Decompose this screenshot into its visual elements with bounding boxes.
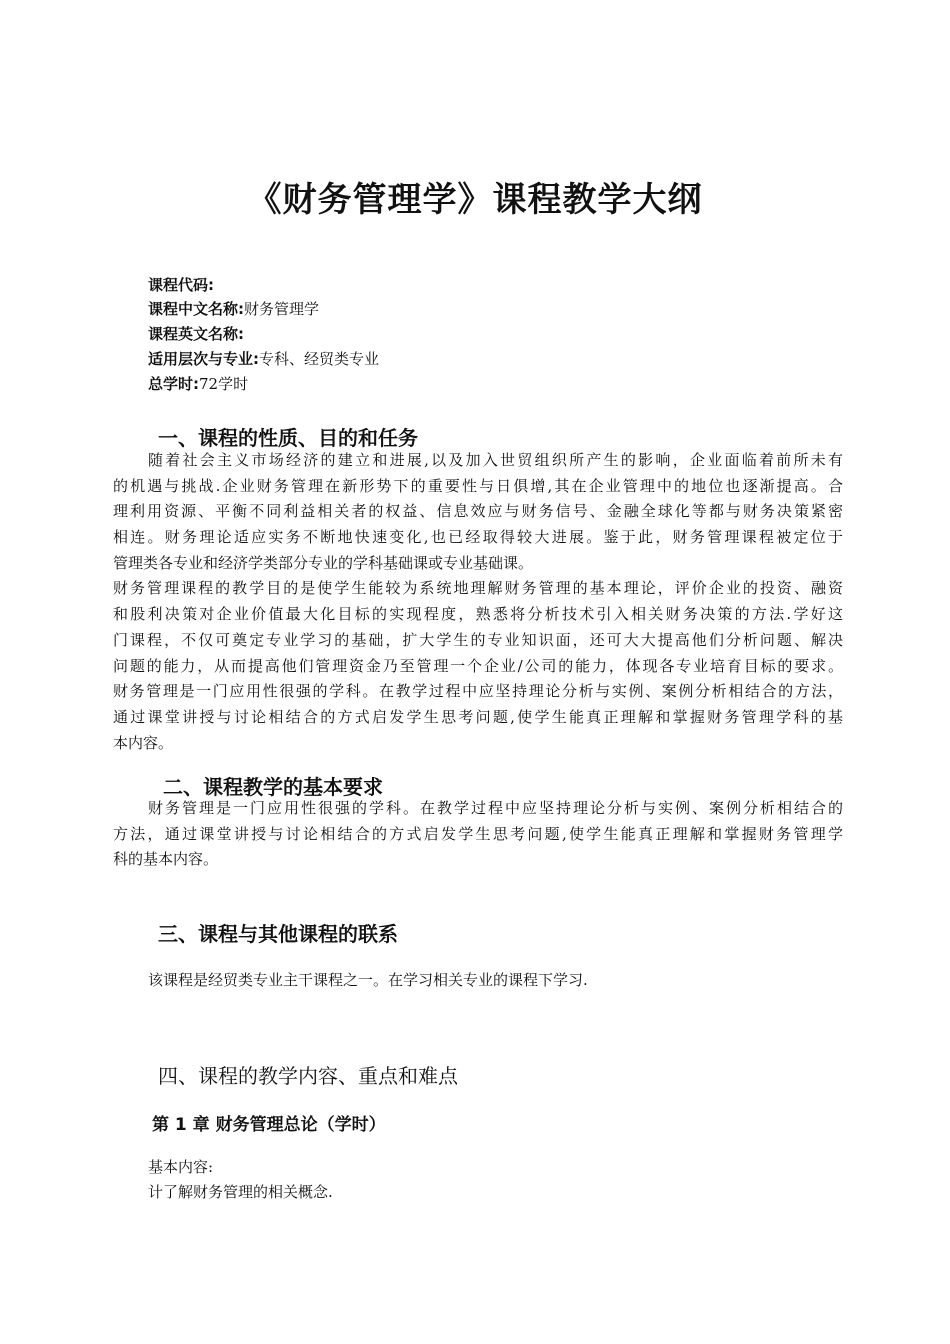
section2-line: 科的基本内容。	[113, 850, 219, 869]
document-title: 《财务管理学》课程教学大纲	[247, 180, 703, 220]
meta-key: 课程英文名称:	[148, 325, 244, 343]
basic-content-label: 基本内容:	[148, 1158, 214, 1176]
section1-line: 本内容。	[113, 733, 174, 752]
section3-heading: 三、课程与其他课程的联系	[158, 922, 398, 946]
section1-line: 财务管理是一门应用性很强的学科。在教学过程中应坚持理论分析与实例、案例分析相结合的方法，	[113, 682, 843, 701]
section2-line: 财务管理是一门应用性很强的学科。在教学过程中应坚持理论分析与实例、案例分析相结合的	[148, 799, 843, 817]
section2-heading: 二、课程教学的基本要求	[163, 775, 383, 799]
section1-line: 的机遇与挑战.企业财务管理在新形势下的重要性与日俱增,其在企业管理中的地位也逐渐提高。合	[113, 476, 843, 495]
chapter1-heading: 第 1 章 财务管理总论（学时）	[152, 1115, 386, 1135]
section1-line: 理利用资源、平衡不同利益相关者的权益、信息效应与财务信号、金融全球化等都与财务决策紧密	[113, 502, 843, 521]
section1-line: 随着社会主义市场经济的建立和进展,以及加入世贸组织所产生的影响，企业面临着前所未有	[148, 451, 843, 469]
meta-chinese-name	[148, 297, 319, 321]
section4-heading: 四、课程的教学内容、重点和难点	[158, 1064, 458, 1088]
meta-value: 72学时	[199, 375, 249, 393]
meta-key: 总学时:	[148, 375, 199, 393]
meta-value: 专科、经贸类专业	[259, 350, 380, 368]
meta-english-name	[148, 322, 244, 346]
meta-level-major	[148, 347, 379, 371]
section1-line: 财务管理课程的教学目的是使学生能较为系统地理解财务管理的基本理论，评价企业的投资、融资	[113, 579, 843, 598]
section1-line: 管理类各专业和经济学类部分专业的学科基础课或专业基础课。	[113, 553, 534, 572]
meta-total-hours	[148, 372, 248, 396]
section1-line: 相连。财务理论适应实务不断地快速变化,也已经取得较大进展。鉴于此，财务管理课程被定位于	[113, 528, 843, 547]
section3-text: 该课程是经贸类专业主干课程之一。在学习相关专业的课程下学习.	[148, 971, 588, 989]
meta-course-code	[148, 273, 214, 297]
section2-body	[113, 796, 843, 873]
meta-key: 课程中文名称:	[148, 300, 244, 318]
basic-content-text: 计了解财务管理的相关概念.	[148, 1183, 333, 1201]
section1-body	[113, 448, 843, 756]
section1-line: 和股利决策对企业价值最大化目标的实现程度，熟悉将分析技术引入相关财务决策的方法.学好这	[113, 605, 843, 624]
meta-key: 适用层次与专业:	[148, 350, 259, 368]
section1-line: 通过课堂讲授与讨论相结合的方式启发学生思考问题,使学生能真正理解和掌握财务管理学科的基	[113, 707, 843, 726]
meta-value: 财务管理学	[244, 300, 320, 318]
section1-line: 问题的能力，从而提高他们管理资金乃至管理一个企业/公司的能力，体现各专业培育目标的要求。	[113, 656, 843, 675]
section2-line: 方法，通过课堂讲授与讨论相结合的方式启发学生思考问题,使学生能真正理解和掌握财务管理学	[113, 824, 843, 843]
section1-heading: 一、课程的性质、目的和任务	[158, 426, 418, 450]
section1-line: 门课程，不仅可奠定专业学习的基础，扩大学生的专业知识面，还可大大提高他们分析问题、解决	[113, 630, 843, 649]
meta-key: 课程代码:	[148, 276, 214, 294]
